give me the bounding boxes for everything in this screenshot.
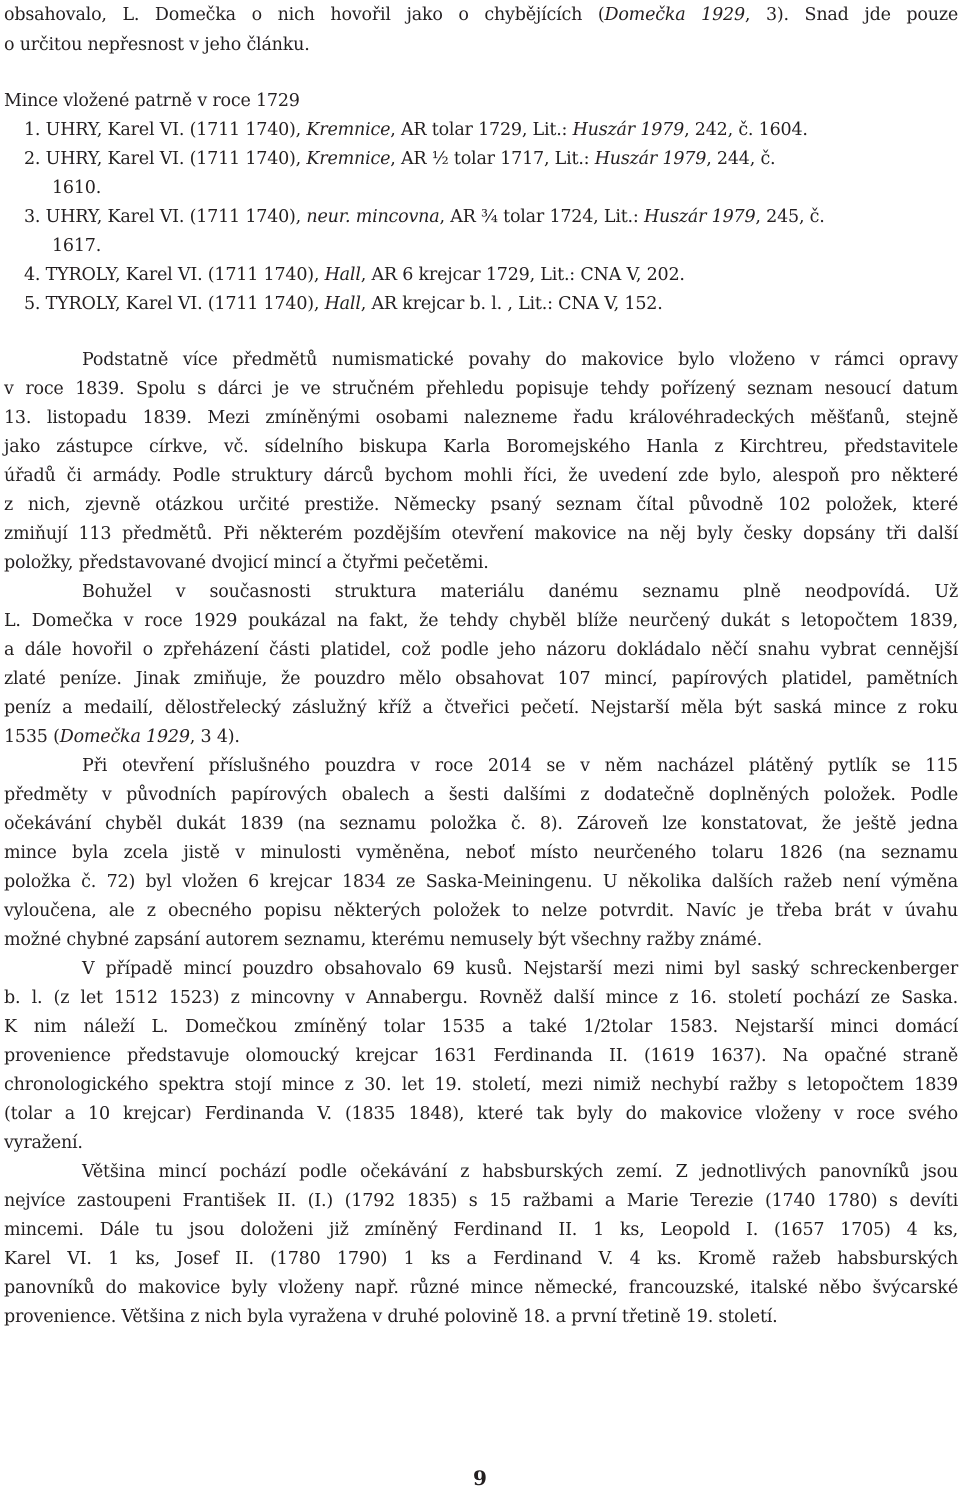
text-line: předměty v původních papírových obalech a šesti dalšími z dodatečně doplněných položek. Podle [4,785,958,805]
text-line: nejvíce zastoupeni František II. (I.) (1792 1835) s 15 ražbami a Marie Terezie (1740 1780) s devíti [4,1191,958,1211]
text-line: Karel VI. 1 ks, Josef II. (1780 1790) 1 ks a Ferdinand V. 4 ks. Kromě ražeb habsburských [4,1249,958,1269]
text-line: a dále hovořil o zpřeházení části platidel, což podle jeho názoru dokládalo něčí snahu vybrat cennější [4,640,958,660]
page-number: 9 [473,1466,487,1490]
list-heading: Mince vložené patrně v roce 1729 [4,91,300,111]
text-line: položka č. 72) byl vložen 6 krejcar 1834 ze Saska-Meiningenu. U několika dalších ražeb není výměna [4,872,958,892]
text-line: peníz a medailí, dělostřelecký záslužný kříž a čtveřici pečetí. Nejstarší měla být saská mince z roku [4,698,958,718]
text-line: zmiňují 113 předmětů. Při některém pozdějším otevření makovice na něj byly česky dopsány tři další [4,524,958,544]
text-line: b. l. (z let 1512 1523) z mincovny v Annabergu. Rovněž další mince z 16. století pochází ze Saska. [4,988,958,1008]
list-item: 4. TYROLY, Karel VI. (1711 1740), Hall, AR 6 krejcar 1729, Lit.: CNA V, 202. [24,265,685,285]
text-line: z nich, zjevně otázkou určité prestiže. Německy psaný seznam čítal původně 102 položek, které [4,495,958,515]
text-line: úřadů či armády. Podle struktury dárců bychom mohli říci, že uvedení zde bylo, alespoň pro některé [4,466,958,486]
text-line: Bohužel v současnosti struktura materiálu danému seznamu plně neodpovídá. Už [82,582,958,602]
text-line: Podstatně více předmětů numismatické povahy do makovice bylo vloženo v rámci opravy [82,350,958,370]
text-line: provenience představuje olomoucký krejcar 1631 Ferdinanda II. (1619 1637). Na opačné straně [4,1046,958,1066]
text-line: mincemi. Dále tu jsou doloženi již zmíněný Ferdinand II. 1 ks, Leopold I. (1657 1705) 4 ks, [4,1220,958,1240]
list-item-cont: 1610. [52,178,102,198]
list-item: 3. UHRY, Karel VI. (1711 1740), neur. mincovna, AR ¾ tolar 1724, Lit.: Huszár 1979, 245, č. [24,207,825,227]
text-line: chronologického spektra stojí mince z 30. let 19. století, mezi nimiž nechybí ražby s letopočtem 1839 [4,1075,958,1095]
text-line: jako zástupce církve, vč. sídelního biskupa Karla Boromejského Hanla z Kirchtreu, představitele [4,437,958,457]
list-item: 2. UHRY, Karel VI. (1711 1740), Kremnice, AR ½ tolar 1717, Lit.: Huszár 1979, 244, č. [24,149,776,169]
text-line: V případě mincí pouzdro obsahovalo 69 kusů. Nejstarší mezi nimi byl saský schreckenberger [82,959,958,979]
text-line: vyloučena, ale z obecného popisu některých položek to nelze potvrdit. Navíc je třeba brát v úvahu [4,901,958,921]
text-line: 1535 (Domečka 1929, 3 4). [4,727,240,747]
text-line: provenience. Většina z nich byla vyražena v druhé polovině 18. a první třetině 19. století. [4,1307,778,1327]
text-line: L. Domečka v roce 1929 poukázal na fakt, že tehdy chyběl blíže neurčený dukát s letopočtem 1839, [4,611,958,631]
text-line: K nim náleží L. Domečkou zmíněný tolar 1535 a také 1/2tolar 1583. Nejstarší minci domácí [4,1017,958,1037]
text-line: v roce 1839. Spolu s dárci je ve stručném přehledu popisuje tehdy pořízený seznam nesoucí datum [4,379,958,399]
text-line: Většina mincí pochází podle očekávání z habsburských zemí. Z jednotlivých panovníků jsou [82,1162,958,1182]
text-line: mince byla zcela jistě v minulosti vyměněna, neboť místo neurčeného tolaru 1826 (na seznamu [4,843,958,863]
text-line: zlaté peníze. Jinak zmiňuje, že pouzdro mělo obsahovat 107 mincí, papírových platidel, pamětních [4,669,958,689]
text-line: očekávání chyběl dukát 1839 (na seznamu položka č. 8). Zároveň lze konstatovat, že ještě jedna [4,814,958,834]
list-item-cont: 1617. [52,236,102,256]
list-item: 1. UHRY, Karel VI. (1711 1740), Kremnice, AR tolar 1729, Lit.: Huszár 1979, 242, č. 1604. [24,120,808,140]
text-line: položky, představované dvojicí mincí a čtyřmi pečetěmi. [4,553,489,573]
text-line: panovníků do makovice byly vloženy např. různé mince německé, francouzské, italské něbo švýcarské [4,1278,958,1298]
list-item: 5. TYROLY, Karel VI. (1711 1740), Hall, AR krejcar b. l. , Lit.: CNA V, 152. [24,294,663,314]
text-line: o určitou nepřesnost v jeho článku. [4,35,310,55]
text-line: (tolar a 10 krejcar) Ferdinanda V. (1835 1848), které tak byly do makovice vloženy v roce svého [4,1104,958,1124]
text-line: obsahovalo, L. Domečka o nich hovořil jako o chybějících (Domečka 1929, 3). Snad jde pouze [4,5,958,25]
text-line: vyražení. [4,1133,83,1153]
text-line: 13. listopadu 1839. Mezi zmíněnými osobami nalezneme řadu královéhradeckých měšťanů, stejně [4,408,958,428]
text-line: Při otevření příslušného pouzdra v roce 2014 se v něm nacházel plátěný pytlík se 115 [82,756,958,776]
text-line: možné chybné zapsání autorem seznamu, kterému nemusely být všechny ražby známé. [4,930,763,950]
